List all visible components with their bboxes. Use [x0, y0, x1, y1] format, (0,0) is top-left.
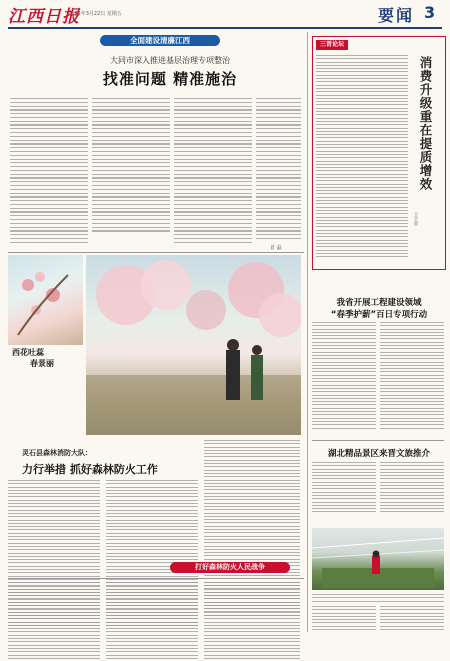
blossom-icon	[8, 255, 83, 345]
right-divider	[312, 440, 444, 441]
commentary-author: 王宇雷	[413, 212, 418, 226]
photo-title: 西花吐蕊	[12, 348, 44, 357]
issue-date: 2024年3月22日 星期五	[68, 11, 122, 17]
masthead	[0, 0, 450, 30]
lead-column-2	[92, 98, 170, 234]
product-column-4	[380, 606, 444, 632]
bottom-column-2	[106, 582, 198, 661]
lead-column-3	[174, 98, 252, 245]
greenhouse-scene-icon	[312, 528, 444, 590]
bottom-column-1	[8, 582, 100, 661]
lead-column-4	[256, 98, 301, 242]
lead-author: 首 晶	[270, 245, 282, 251]
banner-label: 全面建设清廉江西	[130, 36, 190, 45]
blossom-photo-main	[86, 255, 301, 435]
bottom-divider	[8, 578, 304, 579]
commentary-body	[316, 55, 408, 259]
lead-kicker: 大同市深入推进基层治理专项整治	[110, 56, 230, 65]
bottom-column-3	[204, 582, 300, 661]
newspaper-logo: 江西日报	[8, 7, 80, 27]
column-divider	[307, 32, 308, 632]
greenhouse-photo	[312, 528, 444, 590]
park-scene-icon	[86, 255, 301, 435]
lead-headline: 找准问题 精准施治	[102, 70, 238, 88]
forest-banner-label: 打好森林防火人民战争	[195, 563, 265, 571]
photo-caption-right	[312, 594, 444, 604]
project-subheadline: “春季护薪”百日专项行动	[330, 310, 428, 320]
commentary-title: 消费升级重在提质增效	[418, 56, 433, 191]
page-number: 3	[424, 3, 436, 22]
masthead-rule	[8, 27, 442, 29]
forest-headline: 力行举措 抓好森林防火工作	[22, 463, 158, 476]
project-column-1	[312, 322, 376, 431]
product-column-2	[380, 462, 444, 515]
lead-column-1	[10, 98, 88, 245]
product-column-1	[312, 462, 376, 515]
product-headline: 湖北精品景区来晋文旅推介	[327, 449, 430, 459]
forest-kicker: 灵石县森林消防大队：	[22, 448, 92, 457]
product-column-3	[312, 606, 376, 632]
photo-subtitle: 春景丽	[30, 359, 54, 368]
section-divider	[8, 252, 304, 253]
project-headline: 我省开展工程建设领域	[336, 298, 422, 308]
project-column-2	[380, 322, 444, 431]
section-name: 要闻	[378, 6, 415, 25]
commentary-tag: 三晋论坛	[316, 40, 348, 50]
blossom-photo-left	[8, 255, 83, 345]
